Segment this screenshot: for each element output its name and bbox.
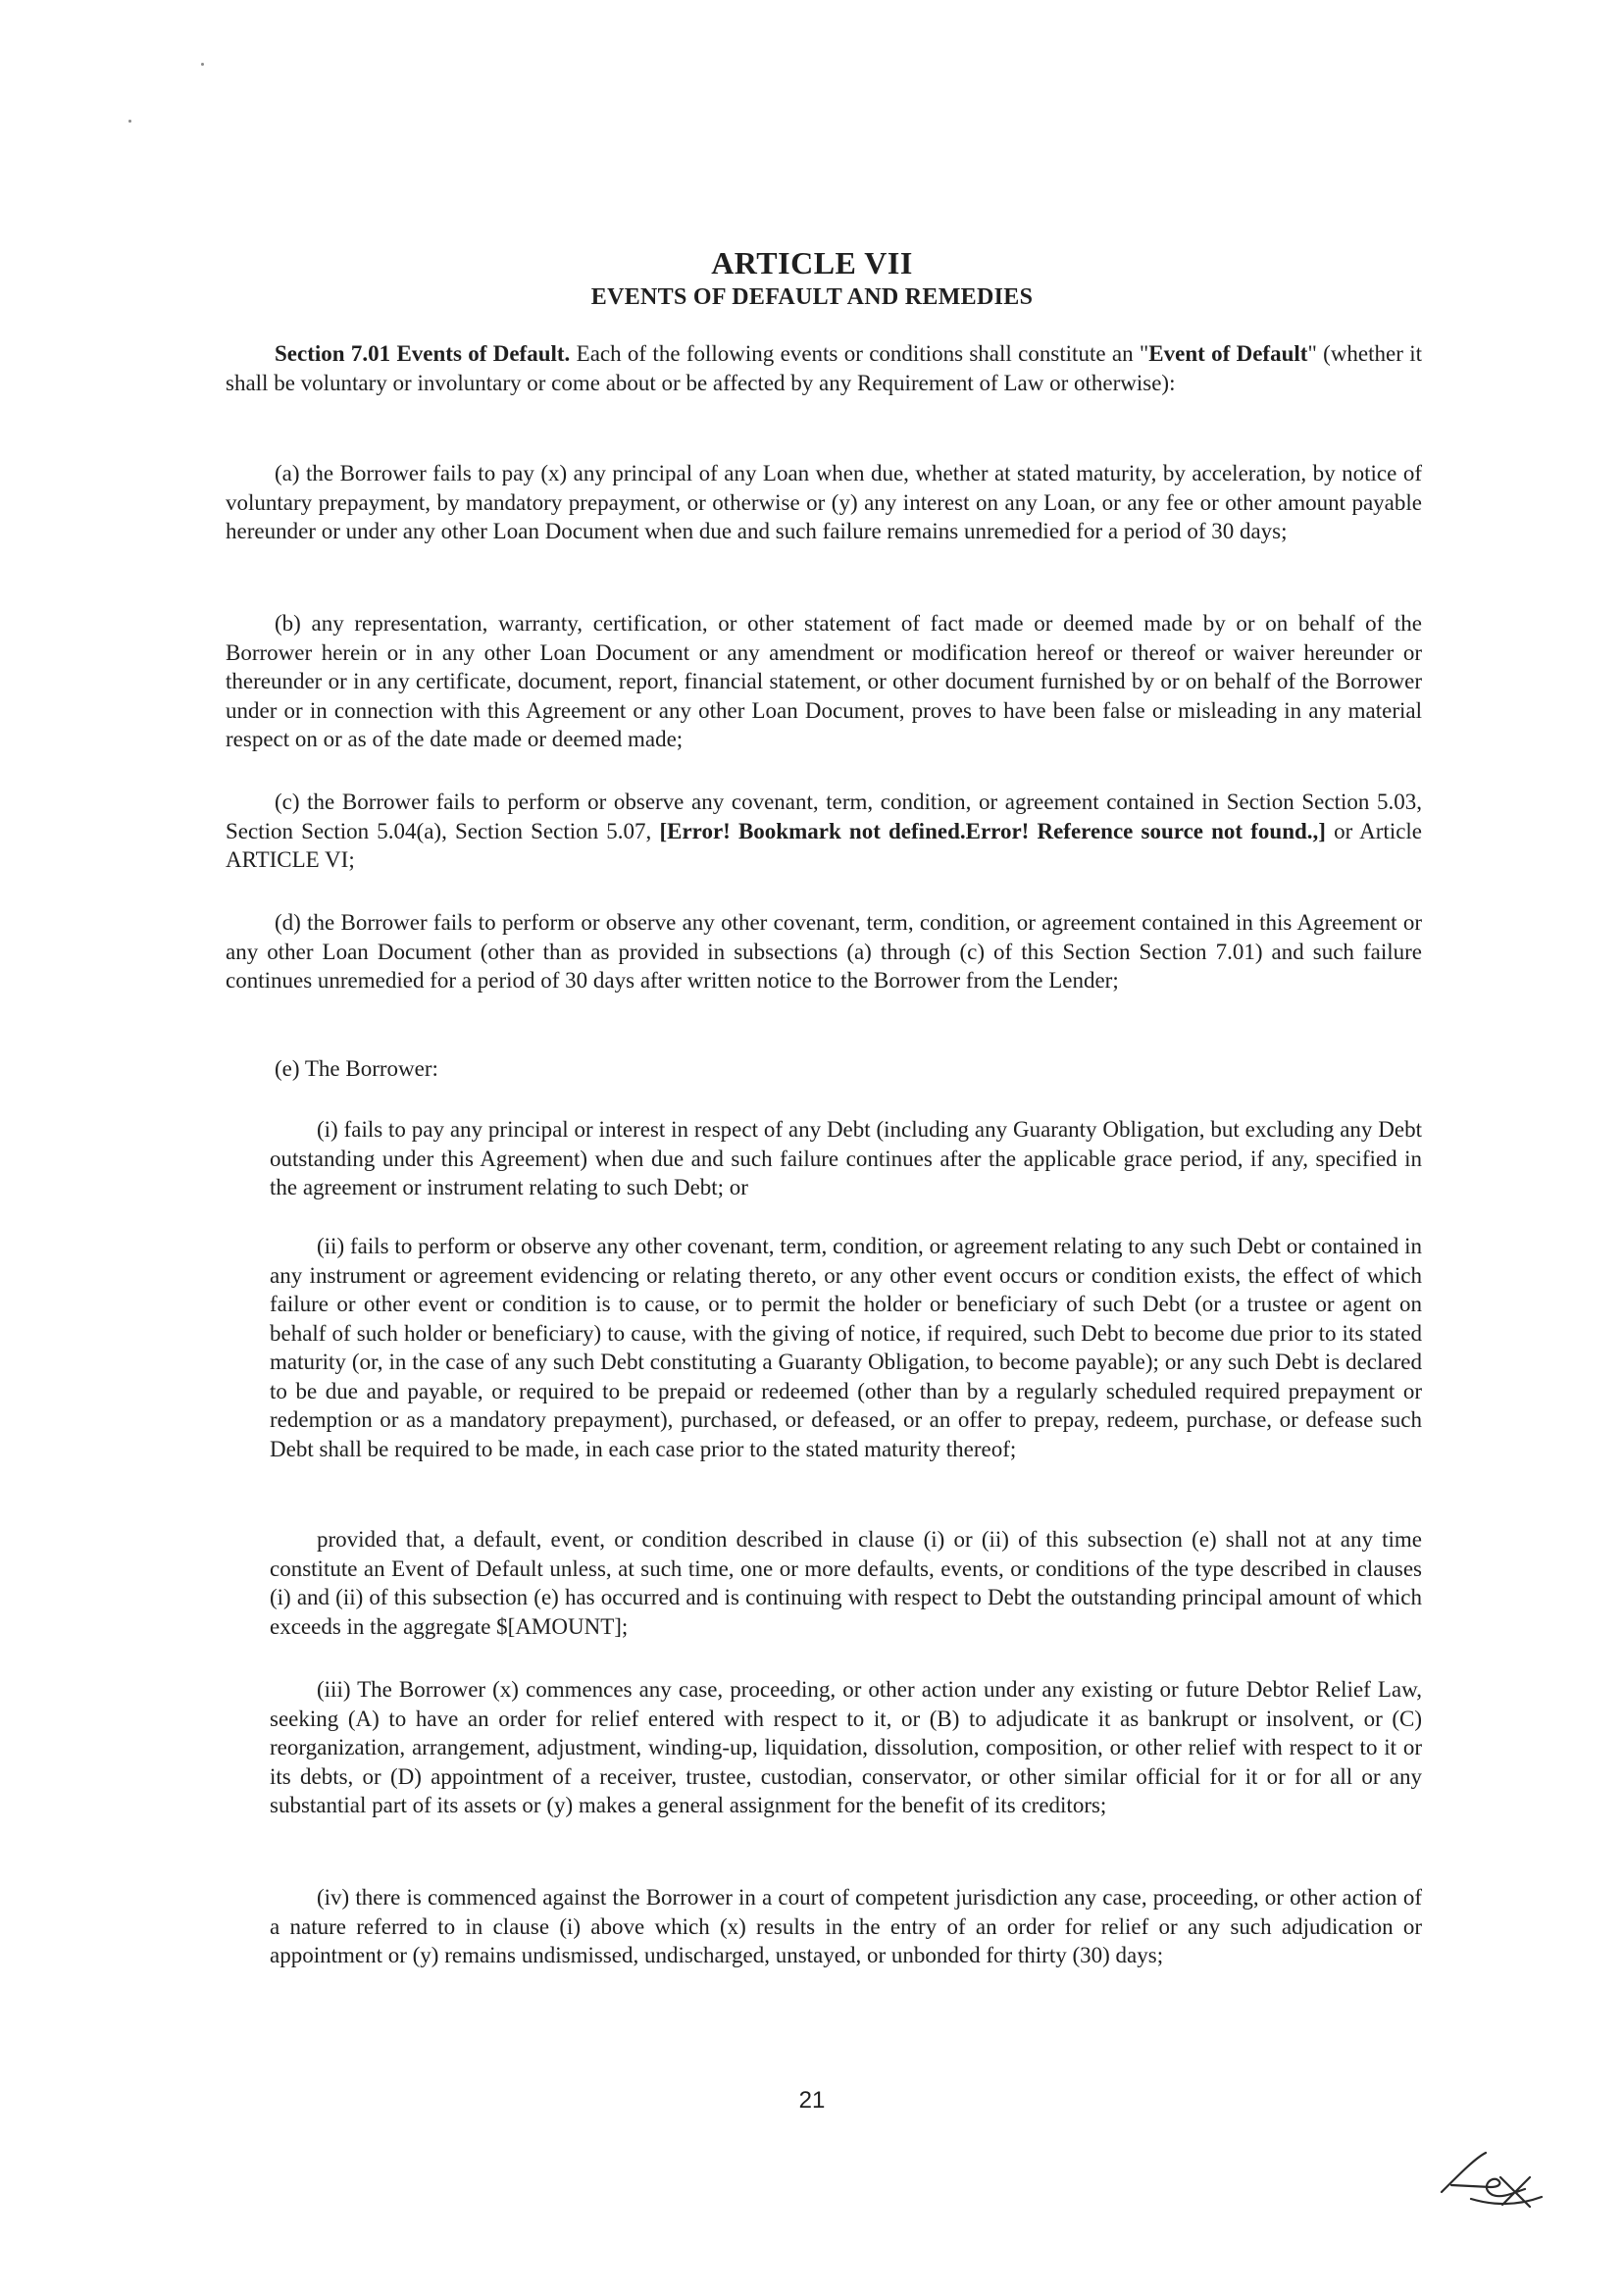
clause-c [226, 788, 1422, 875]
handwritten-initials [1432, 2138, 1549, 2217]
clause-e-ii: (ii) fails to perform or observe any other covenant, term, condition, or agreement relating to any such Debt or contained in any instrument or agreement evidencing or relating thereto, or any other event occurs or condition exists, the effect of which failure or other event or condition is to cause, or to permit the holder or beneficiary of such Debt (or a trustee or agent on behalf of such holder or beneficiary) to cause, with the giving of notice, if required, such Debt to become due prior to its stated maturity (or, in the case of any such Debt constituting a Guaranty Obligation, to become payable); or any such Debt is declared to be due and payable, or required to be prepaid or redeemed (other than by a regularly scheduled required prepayment or redemption or as a mandatory prepayment), purchased, or defeased, or an offer to prepay, redeem, purchase, or defease such Debt shall be required to be made, in each case prior to the stated maturity thereof; [270, 1234, 1422, 1461]
proviso: provided that, a default, event, or condition described in clause (i) or (ii) of this subsection (e) shall not at any time constitute an Event of Default unless, at such time, one or more defaults, events, or conditions of the type described in clauses (i) and (ii) of this subsection (e) has occurred and is continuing with respect to Debt the outstanding principal amount of which exceeds in the aggregate $[AMOUNT]; [270, 1527, 1422, 1639]
clause-c-text-2: or Article ARTICLE VI; [226, 818, 1423, 872]
article-title: EVENTS OF DEFAULT AND REMEDIES [590, 284, 1034, 310]
clause-d: (d) the Borrower fails to perform or observe any other covenant, term, condition, or agreement contained in this Agreement or any other Loan Document (other than as provided in subsections (a) through (c) of this Section Section 7.01) and such failure continues unremedied for a period of 30 days after written notice to the Borrower from the Lender; [226, 910, 1422, 993]
clause-c-error-text: [Error! Bookmark not defined.Error! Reference source not found.,] [659, 818, 1326, 843]
article-heading: ARTICLE VII [711, 245, 913, 280]
clause-a: (a) the Borrower fails to pay (x) any principal of any Loan when due, whether at stated maturity, by acceleration, by notice of voluntary prepayment, by mandatory prepayment, or otherwise or (y) any interest on any Loan, or any fee or other amount payable hereunder or under any other Loan Document when due and such failure remains unremedied for a period of 30 days; [226, 461, 1422, 543]
section-label: Section 7.01 [275, 341, 391, 366]
scan-speck [128, 120, 131, 123]
section-intro-text-2: " (whether it shall be voluntary or involuntary or come about or be affected by any Requirement of Law or otherwise): [226, 341, 1422, 395]
clause-b: (b) any representation, warranty, certification, or other statement of fact made or deemed made by or on behalf of the Borrower herein or in any other Loan Document or any amendment or modification hereof or thereof or waiver hereunder or thereunder or in any certificate, document, report, financial statement, or other document furnished by or on behalf of the Borrower under or in connection with this Agreement or any other Loan Document, proves to have been false or misleading in any material respect on or as of the date made or deemed made; [226, 611, 1422, 751]
clause-e-i: (i) fails to pay any principal or interest in respect of any Debt (including any Guaranty Obligation, but excluding any Debt outstanding under this Agreement) when due and such failure continues after the applicable grace period, if any, specified in the agreement or instrument relating to such Debt; or [270, 1117, 1422, 1199]
section-intro [226, 339, 1422, 397]
section-intro-text-1: Each of the following events or conditions shall constitute an " [570, 341, 1149, 366]
scan-speck [201, 63, 204, 66]
clause-c-text-1: (c) the Borrower fails to perform or observe any covenant, term, condition, or agreement contained in Section Section 5.03, Section Section 5.04(a), Section Section 5.07, [226, 790, 1422, 843]
event-of-default-term: Event of Default [1148, 341, 1308, 366]
clause-e-iii: (iii) The Borrower (x) commences any case, proceeding, or other action under any existing or future Debtor Relief Law, seeking (A) to have an order for relief entered with respect to it, or (B) to adjudicate it as bankrupt or insolvent, or (C) reorganization, arrangement, adjustment, winding-up, liquidation, dissolution, composition, or other relief with respect to it or its debts, or (D) appointment of a receiver, trustee, custodian, conservator, or other similar official for it or for all or any substantial part of its assets or (y) makes a general assignment for the benefit of its creditors; [270, 1677, 1422, 1817]
page-number: 21 [798, 2087, 826, 2114]
clause-e: (e) The Borrower: [275, 1056, 438, 1081]
clause-e-iv: (iv) there is commenced against the Borrower in a court of competent jurisdiction any case, proceeding, or other action of a nature referred to in clause (i) above which (x) results in the entry of an order for relief or any such adjudication or appointment or (y) remains undismissed, undischarged, unstayed, or unbonded for thirty (30) days; [270, 1885, 1422, 1967]
section-name: Events of Default. [396, 341, 571, 366]
